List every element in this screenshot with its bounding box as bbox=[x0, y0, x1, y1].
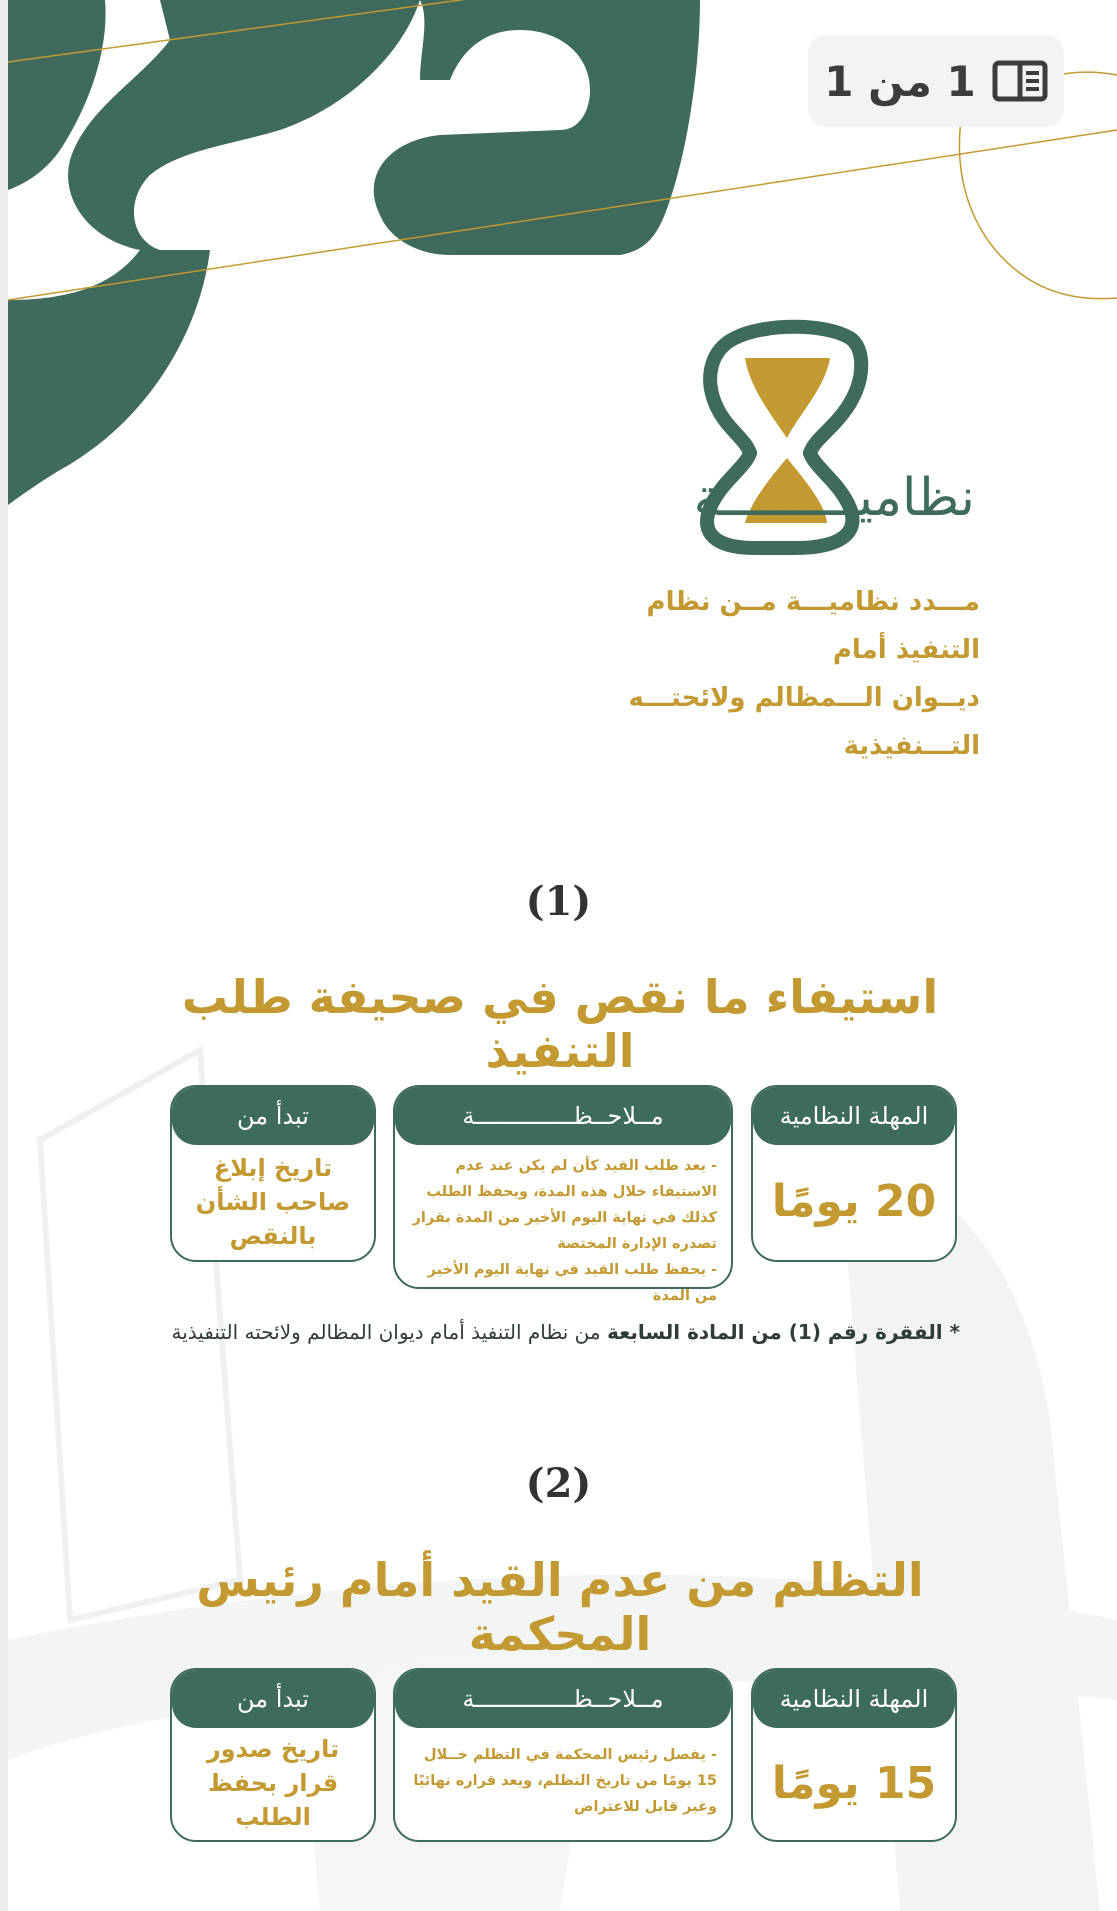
note-header: مــلاحــظــــــــــــــة bbox=[395, 1670, 731, 1728]
note-header: مــلاحــظــــــــــــــة bbox=[395, 1087, 731, 1145]
period-value: 20 يومًا bbox=[771, 1176, 937, 1227]
section-2-number: (2) bbox=[525, 1460, 592, 1507]
period-value: 15 يومًا bbox=[771, 1757, 937, 1809]
page-counter-text: 1 من 1 bbox=[824, 56, 976, 106]
from-header: تبدأ من bbox=[172, 1670, 374, 1728]
section-2-from-card bbox=[170, 1668, 376, 1842]
note-item: - يعد طلب القيد كأن لم يكن عند عدم الاستيفاء خلال هذه المدة، ويحفظ الطلب كذلك في نهاية اليوم الأخير من المدة بقرار تصدره الإدارة المختصة bbox=[412, 1158, 717, 1252]
period-header: المهلة النظامية bbox=[753, 1087, 955, 1145]
tagline-line-1: مـــدد نظاميـــة مــن نظام التنفيذ أمام bbox=[646, 587, 980, 665]
note-item: - يحفظ طلب القيد في نهاية اليوم الأخير من المدة bbox=[427, 1262, 717, 1304]
footnote-reference: * الفقرة رقم (1) من المادة السابعة bbox=[606, 1320, 960, 1344]
section-1-title: استيفاء ما نقص في صحيفة طلب التنفيذ bbox=[181, 970, 939, 1078]
section-1-period-card bbox=[751, 1085, 957, 1262]
section-1-note-card bbox=[393, 1085, 733, 1304]
footnote-text: من نظام التنفيذ أمام ديوان المظالم ولائحته التنفيذية bbox=[171, 1320, 607, 1344]
section-1-number: (1) bbox=[525, 878, 592, 925]
section-2-period-card bbox=[751, 1668, 957, 1842]
section-1-from-card bbox=[170, 1085, 376, 1262]
footnote bbox=[160, 1320, 960, 1344]
tagline-line-2: ديــوان الـــمظالم ولائحتـــه التـــنفيذية bbox=[628, 683, 980, 761]
note-item: - يفصل رئيس المحكمة في التظلم خــلال 15 يومًا من تاريخ التظلم، ويعد قراره نهائيًا وغير قابل للاعتراض bbox=[413, 1747, 717, 1815]
logo-title bbox=[565, 330, 985, 426]
book-reader-icon bbox=[992, 60, 1048, 102]
period-header: المهلة النظامية bbox=[753, 1670, 955, 1728]
tagline bbox=[560, 578, 980, 770]
from-value: تاريخ إبلاغ صاحب الشأن بالنقص bbox=[195, 1153, 351, 1250]
logo-subtitle: نظاميـــــــــة bbox=[693, 468, 975, 528]
from-value: تاريخ صدور قرار بحفظ الطلب bbox=[206, 1735, 340, 1831]
section-2-title: التظلم من عدم القيد أمام رئيس المحكمة bbox=[196, 1553, 924, 1661]
from-header: تبدأ من bbox=[172, 1087, 374, 1145]
section-2-note-card bbox=[393, 1668, 733, 1842]
page-counter[interactable] bbox=[808, 35, 1064, 127]
